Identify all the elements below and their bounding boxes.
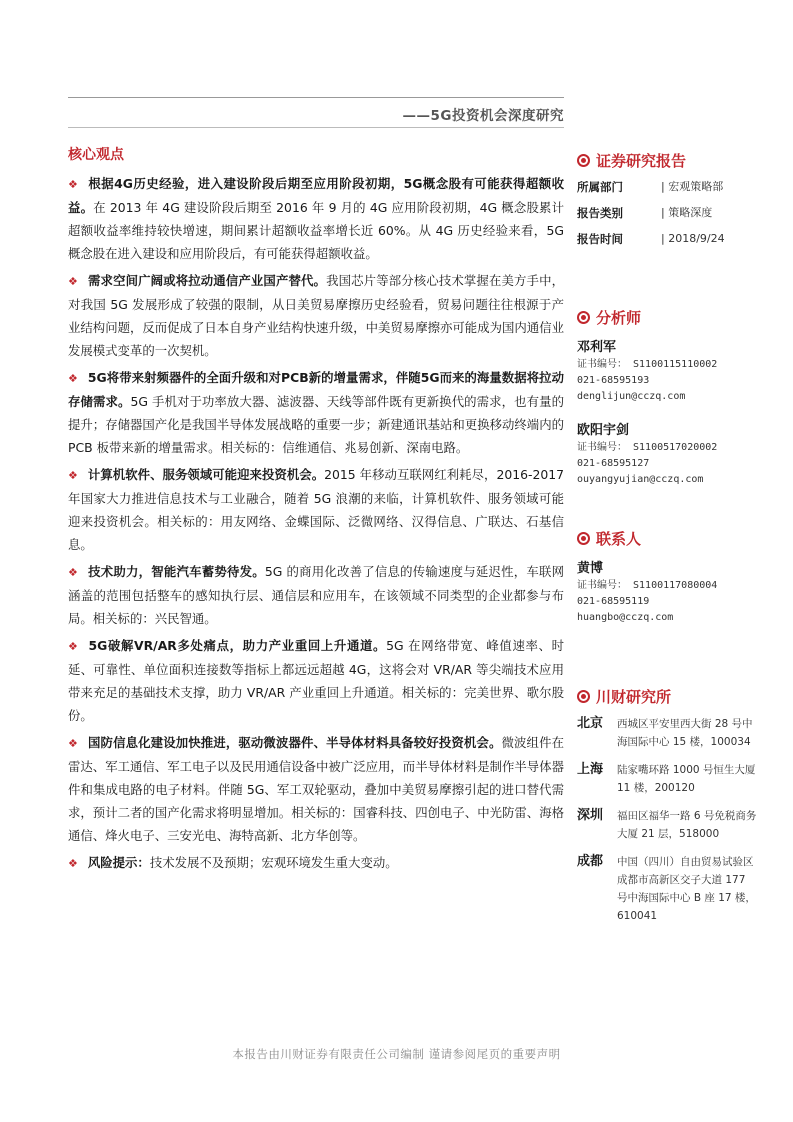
core-view-point [68,731,564,847]
point-body: 技术发展不及预期；宏观环境发生重大变动。 [149,855,398,870]
point-lead: 根据4G历史经验，进入建设阶段后期至应用阶段初期，5G概念股有可能获得超额收益。 [68,176,564,215]
point-body: 5G 手机对于功率放大器、滤波器、天线等部件既有更新换代的需求，也有量的提升；存储器国产化是我国半导体发展战略的重要一步；新建通讯基站和更换移动终端内的 PCB 板带来新的增量需求。相关标的：信维通信、兆易创新、深南电路。 [68,394,564,455]
bullet-circle-icon [577,154,590,167]
contact-email[interactable]: huangbo@cczq.com [577,612,674,623]
sidebar [577,150,757,935]
office-entry [577,761,757,797]
point-lead: 风险提示： [87,855,150,870]
office-address: 陆家嘴环路 1000 号恒生大厦 11 楼，200120 [617,764,756,794]
office-entry [577,853,757,925]
point-body: 2015 年移动互联网红利耗尽，2016-2017 年国家大力推进信息技术与工业融合，随着 5G 浪潮的来临，计算机软件、服务领域可能迎来投资机会。相关标的：用友网络、金蝶国际、泛微网络、汉得信息、广联达、石基信息。 [68,467,564,552]
report-info-heading [577,150,757,171]
point-body: 5G 的商用化改善了信息的传输速度与延迟性，车联网涵盖的范围包括整车的感知执行层、通信层和应用车，在该领域不同类型的企业都参与布局。相关标的：兴民智通。 [68,564,564,626]
office-address: 福田区福华一路 6 号免税商务大厦 21 层，518000 [617,810,757,840]
header-rule [68,97,564,98]
point-lead: 5G将带来射频器件的全面升级和对PCB新的增量需求，伴随5G而来的海量数据将拉动存储需求。 [68,370,564,409]
contact-card [577,557,757,626]
analysts-heading [577,307,757,328]
core-views-heading: 核心观点 [68,147,124,163]
institute-heading [577,686,757,707]
core-view-point [68,269,564,362]
bullet-circle-icon [577,311,590,324]
office-city: 深圳 [577,808,604,823]
meta-row [577,179,757,195]
core-view-point [68,851,564,875]
contact-cert: 证书编号： S1100117080004 [577,580,718,591]
core-view-point [68,172,564,265]
meta-value: | 宏观策略部 [661,180,724,193]
diamond-bullet-icon: ❖ [68,178,79,191]
office-city: 上海 [577,762,604,777]
analysts-heading-label: 分析师 [596,309,642,327]
office-city: 北京 [577,716,604,731]
footer-disclaimer: 本报告由川财证券有限责任公司编制 谨请参阅尾页的重要声明 [232,1047,561,1061]
core-view-point [68,560,564,630]
point-lead: 5G破解VR/AR多处痛点，助力产业重回上升通道。 [88,638,387,653]
meta-value: | 策略深度 [661,206,713,219]
office-entry [577,715,757,751]
diamond-bullet-icon: ❖ [68,640,79,653]
contacts-heading-label: 联系人 [596,530,642,548]
point-lead: 技术助力，智能汽车蓄势待发。 [88,564,265,579]
meta-label: 报告类别 [577,206,623,220]
office-city: 成都 [577,854,604,869]
point-body: 微波组件在雷达、军工通信、军工电子以及民用通信设备中被广泛应用，而半导体材料是制作半导体器件和集成电路的电子材料。伴随 5G、军工双轮驱动，叠加中美贸易摩擦引起的进口替代需求，预计二者的国产化需求将明显增加。相关标的：国睿科技、四创电子、中光防雷、海格通信、烽火电子、三安光电、海特高新、北方华创等。 [68,735,565,843]
analyst-cert: 证书编号： S1100115110002 [577,359,718,370]
core-views-section [68,140,564,879]
diamond-bullet-icon: ❖ [68,737,79,750]
analyst-card [577,336,757,405]
diamond-bullet-icon: ❖ [68,275,79,288]
diamond-bullet-icon: ❖ [68,566,79,579]
institute-heading-label: 川财研究所 [596,688,672,706]
meta-row [577,205,757,221]
point-body: 我国芯片等部分核心技术掌握在美方手中，对我国 5G 发展形成了较强的限制，从日美贸易摩擦历史经验看，贸易问题往往根源于产业结构问题，反而促成了日本自身产业结构快速升级，中美贸易摩擦亦可能成为国内通信业发展模式变革的一次契机。 [68,273,565,358]
meta-label: 所属部门 [577,180,623,194]
analyst-email[interactable]: ouyangyujian@cczq.com [577,474,704,485]
core-view-point [68,366,564,459]
analyst-name: 欧阳宇剑 [577,423,630,438]
core-view-point [68,463,564,556]
point-lead: 国防信息化建设加快推进，驱动微波器件、半导体材料具备较好投资机会。 [88,735,502,750]
analyst-email[interactable]: denglijun@cczq.com [577,391,686,402]
meta-label: 报告时间 [577,232,623,246]
bullet-circle-icon [577,690,590,703]
header-underline [68,127,564,128]
diamond-bullet-icon: ❖ [68,469,78,482]
analyst-phone: 021-68595127 [577,458,650,469]
point-body: 在 2013 年 4G 建设阶段后期至 2016 年 9 月的 4G 应用阶段初期，4G 概念股累计超额收益率维持较快增速，期间累计超额收益率增长近 60%。从 4G 历史经验来看，5G 概念股在进入建设和应用阶段后，有可能获得超额收益。 [68,200,565,261]
diamond-bullet-icon: ❖ [68,857,78,870]
contact-name: 黄博 [577,561,604,576]
point-lead: 需求空间广阔或将拉动通信产业国产替代。 [88,273,327,288]
analyst-cert: 证书编号： S1100517020002 [577,442,718,453]
point-lead: 计算机软件、服务领域可能迎来投资机会。 [87,467,325,482]
analyst-name: 邓利军 [577,340,617,355]
report-title: ——5G投资机会深度研究 [402,108,564,124]
point-body: 5G 在网络带宽、峰值速率、时延、可靠性、单位面积连接数等指标上都远远超越 4G，这将会对 VR/AR 等尖端技术应用带来充足的基础技术支撑，助力 VR/AR 产业重回上升通道。相关标的：完美世界、歌尔股份。 [68,638,564,723]
diamond-bullet-icon: ❖ [68,372,78,385]
core-views-list [68,172,564,875]
report-info-rows [577,179,757,247]
report-info-heading-label: 证券研究报告 [596,152,687,170]
analyst-card [577,419,757,488]
core-view-point [68,634,564,727]
bullet-circle-icon [577,532,590,545]
office-address: 中国（四川）自由贸易试验区成都市高新区交子大道 177 号中海国际中心 B 座 17 楼，610041 [617,856,756,922]
office-address: 西城区平安里西大街 28 号中海国际中心 15 楼，100034 [617,718,753,748]
contact-phone: 021-68595119 [577,596,650,607]
meta-value: | 2018/9/24 [661,232,725,245]
office-entry [577,807,757,843]
analyst-phone: 021-68595193 [577,375,650,386]
meta-row [577,231,757,247]
contacts-heading [577,528,757,549]
